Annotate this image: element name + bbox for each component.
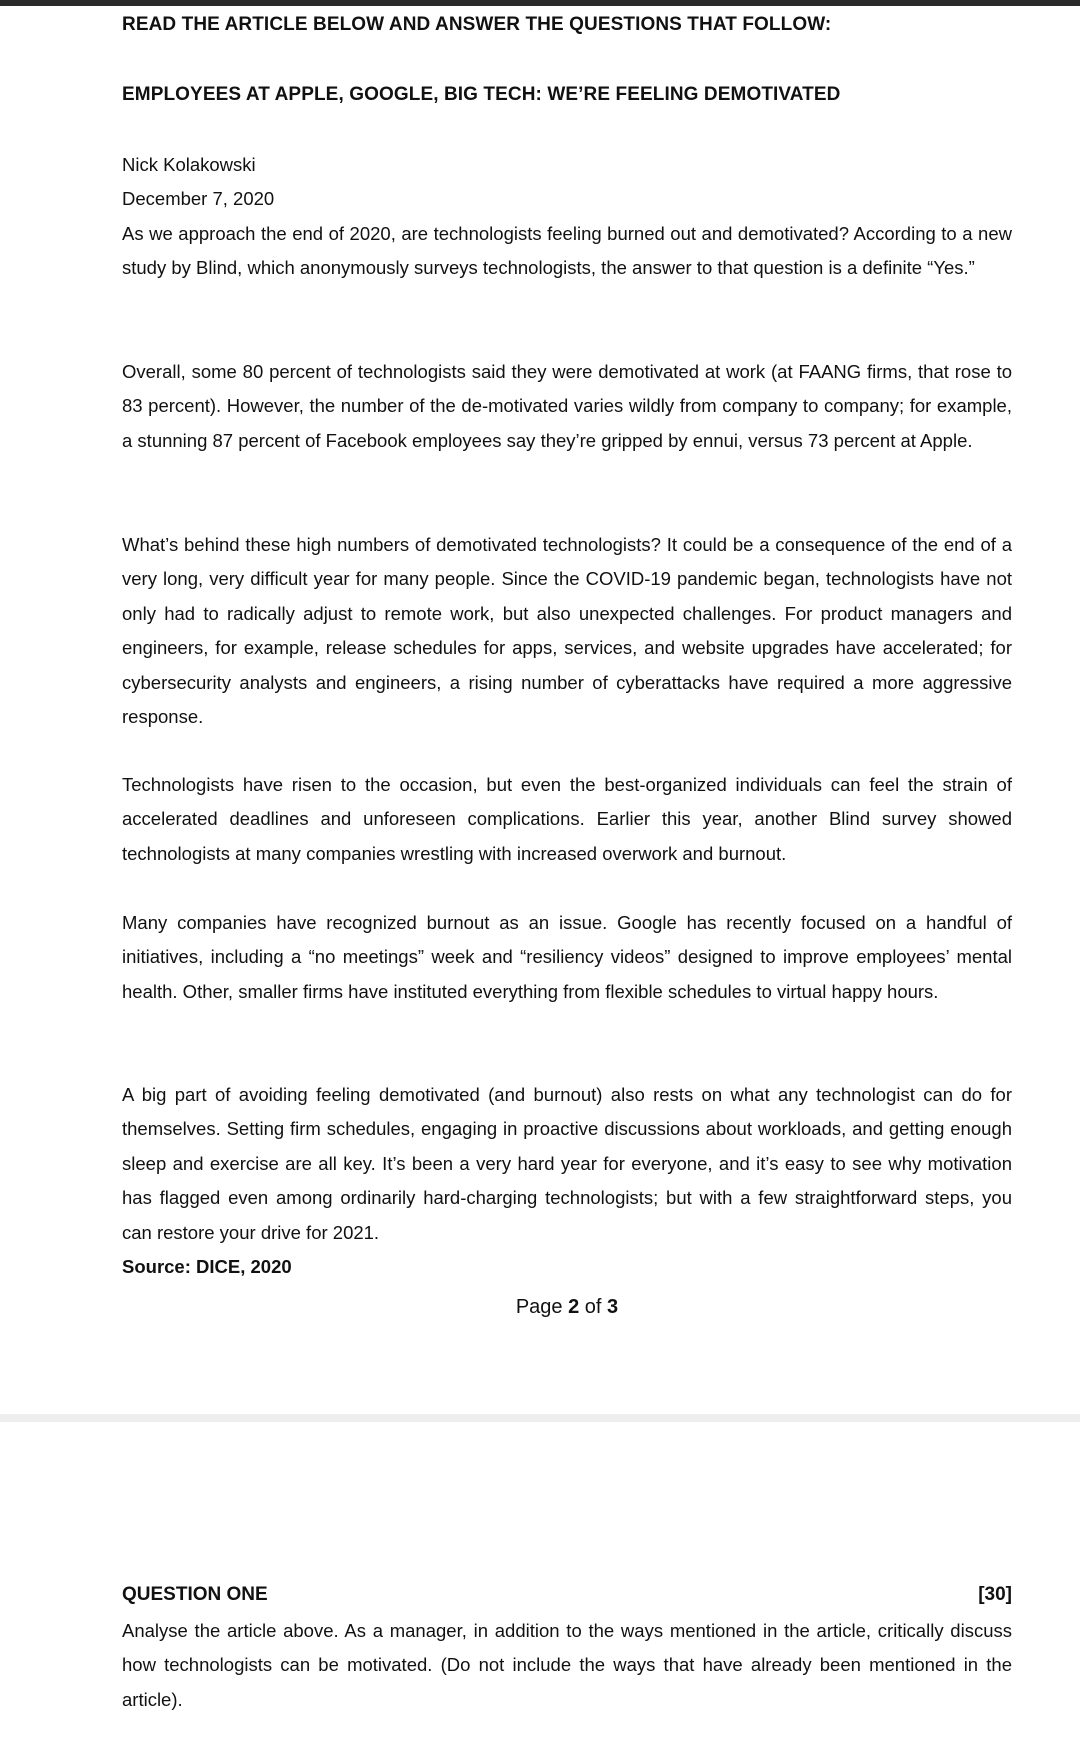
article-paragraph-5: Many companies have recognized burnout as an issue. Google has recently focused on a handful of initiatives, including a “no meetings” week and “resiliency videos” designed to improve employees’ mental health. Other, smaller firms have instituted everything from flexible schedules to virtual happy hours.: [122, 912, 1012, 1002]
question-text: Analyse the article above. As a manager, in addition to the ways mentioned in the article, critically discuss how technologists can be motivated. (Do not include the ways that have already been mentioned in the article).: [122, 1620, 1012, 1710]
article-author: Nick Kolakowski: [122, 154, 256, 175]
page-prefix: Page: [515, 1296, 569, 1318]
question-title: QUESTION ONE: [122, 1584, 268, 1605]
article-paragraph-6: A big part of avoiding feeling demotivated (and burnout) also rests on what any technologist can do for themselves. Setting firm schedules, engaging in proactive discussions about workloads, and getting enough sleep and exercise are all key. It’s been a very hard year for everyone, and it’s easy to see why motivation has flagged even among ordinarily hard-charging technologists; but with a few straightforward steps, you can restore your drive for 2021.: [122, 1084, 1012, 1243]
article-date: December 7, 2020: [122, 188, 275, 209]
page-indicator: [0, 1296, 1080, 1319]
page-separator: [0, 1414, 1080, 1422]
article-source: Source: DICE, 2020: [122, 1256, 292, 1277]
article-paragraph-1: As we approach the end of 2020, are technologists feeling burned out and demotivated? According to a new study by Blind, which anonymously surveys technologists, the answer to that question is a definite “Yes.”: [122, 223, 1012, 279]
total-pages: 3: [607, 1296, 619, 1318]
current-page: 2: [568, 1296, 580, 1318]
page-of: of: [579, 1296, 608, 1318]
article-title: EMPLOYEES AT APPLE, GOOGLE, BIG TECH: WE’RE FEELING DEMOTIVATED: [122, 84, 841, 105]
top-border: [0, 0, 1080, 6]
instruction-heading: READ THE ARTICLE BELOW AND ANSWER THE QUESTIONS THAT FOLLOW:: [122, 14, 832, 35]
question-header: [122, 1584, 1012, 1606]
article-paragraph-3: What’s behind these high numbers of demotivated technologists? It could be a consequence of the end of a very long, very difficult year for many people. Since the COVID-19 pandemic began, technologists have not only had to radically adjust to remote work, but also unexpected challenges. For product managers and engineers, for example, release schedules for apps, services, and website upgrades have accelerated; for cybersecurity analysts and engineers, a rising number of cyberattacks have required a more aggressive response.: [122, 534, 1012, 728]
article-paragraph-4: Technologists have risen to the occasion, but even the best-organized individuals can feel the strain of accelerated deadlines and unforeseen complications. Earlier this year, another Blind survey showed technologists at many companies wrestling with increased overwork and burnout.: [122, 774, 1012, 864]
question-marks: [30]: [978, 1584, 1012, 1605]
article-paragraph-2: Overall, some 80 percent of technologists said they were demotivated at work (at FAANG firms, that rose to 83 percent). However, the number of the de-motivated varies wildly from company to company; for example, a stunning 87 percent of Facebook employees say they’re gripped by ennui, versus 73 percent at Apple.: [122, 361, 1012, 451]
